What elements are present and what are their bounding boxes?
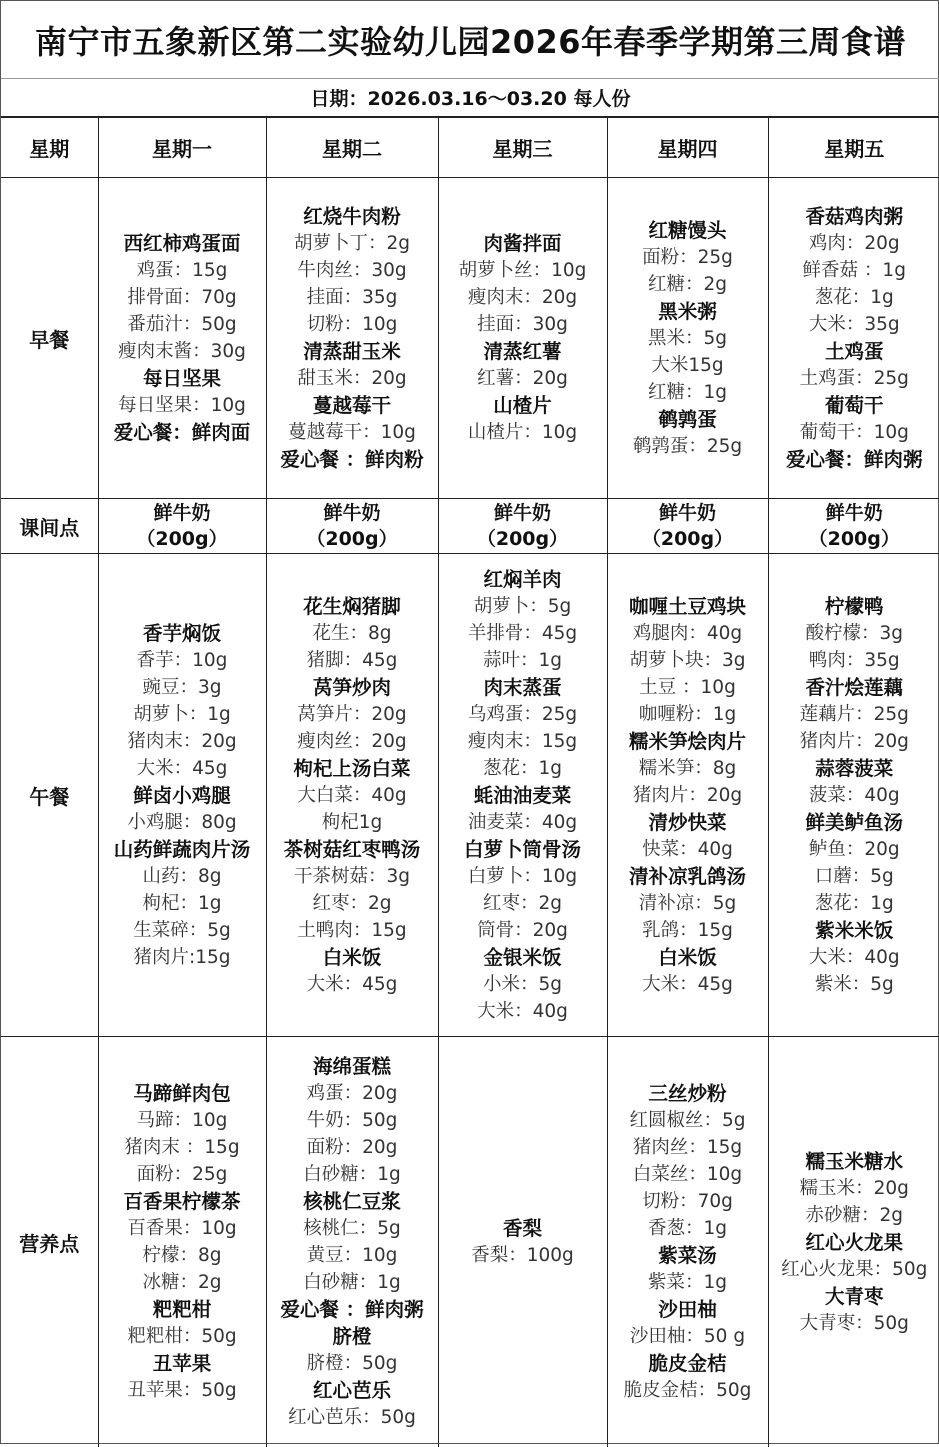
header-monday: 星期一: [98, 118, 266, 178]
menu-cell-content: [439, 566, 607, 1025]
ingredient: 切粉：10g: [307, 311, 398, 338]
dish-name: 粑粑柑: [153, 1296, 212, 1323]
dish-name: 红心火龙果: [805, 1229, 903, 1256]
dish-name: 山药鲜蔬肉片汤: [114, 836, 251, 863]
dish-name: 清补凉乳鸽汤: [629, 863, 746, 890]
ingredient: 山楂片：10g: [468, 419, 577, 446]
header-row: [1, 118, 939, 178]
snack-dish: 鲜牛奶: [267, 500, 438, 526]
dish-name: 每日坚果: [143, 365, 221, 392]
breakfast-cell: [98, 178, 266, 499]
dish-name: 红心芭乐: [313, 1377, 391, 1404]
ingredient: 糯米笋：8g: [639, 755, 737, 782]
row-label-nutrition: 营养点: [1, 1037, 98, 1447]
ingredient: 山药：8g: [142, 863, 221, 890]
ingredient: 胡萝卜：1g: [133, 701, 231, 728]
dish-name: 莴笋炒肉: [313, 674, 391, 701]
ingredient: 排骨面：70g: [127, 284, 236, 311]
snack-qty: （200g）: [439, 526, 607, 552]
header-weekday: 星期: [1, 118, 98, 178]
ingredient: 紫菜：1g: [648, 1269, 727, 1296]
nutrition-cell: [98, 1037, 266, 1447]
ingredient: 大米：45g: [307, 971, 398, 998]
dish-name: 白萝卜筒骨汤: [464, 836, 581, 863]
ingredient: 面粉：25g: [642, 244, 733, 271]
ingredient: 牛肉丝：30g: [297, 257, 406, 284]
ingredient: 咖喱粉：1g: [639, 701, 737, 728]
ingredient: 柠檬：8g: [142, 1242, 221, 1269]
ingredient: 大米15g: [651, 352, 723, 379]
dish-name: 枸杞上汤白菜: [293, 755, 410, 782]
dish-name: 紫菜汤: [658, 1242, 717, 1269]
love-meal: 爱心餐 ：鲜肉粥: [280, 1296, 423, 1323]
lunch-row: [1, 554, 939, 1037]
dish-name: 白米饭: [658, 944, 717, 971]
nutrition-row: [1, 1037, 939, 1447]
menu-cell-content: [608, 217, 768, 460]
dish-name: 肉酱拌面: [483, 230, 561, 257]
dish-name: 蔓越莓干: [313, 392, 391, 419]
dish-name: 蚝油油麦菜: [474, 782, 572, 809]
dish-name: 丑苹果: [153, 1350, 212, 1377]
dish-name: 海绵蛋糕: [313, 1053, 391, 1080]
ingredient: 鲜香菇 ：1g: [803, 257, 906, 284]
ingredient: 鲈鱼：20g: [809, 836, 900, 863]
ingredient: 瘦肉末：20g: [468, 284, 577, 311]
ingredient: 面粉：20g: [307, 1134, 398, 1161]
ingredient: 葱花：1g: [815, 890, 894, 917]
ingredient: 牛奶：50g: [307, 1107, 398, 1134]
dish-name: 糯米笋烩肉片: [629, 728, 746, 755]
page-title: 南宁市五象新区第二实验幼儿园2026年春季学期第三周食谱: [1, 1, 939, 79]
ingredient: 菠菜：40g: [809, 782, 900, 809]
ingredient: 土鸡蛋：25g: [800, 365, 909, 392]
dish-name: 黑米粥: [658, 298, 717, 325]
ingredient: 葱花：1g: [483, 755, 562, 782]
ingredient: 瘦肉末酱：30g: [118, 338, 246, 365]
dish-name: 红糖馒头: [648, 217, 726, 244]
menu-cell-content: [99, 1080, 266, 1404]
dish-name: 蒜蓉菠菜: [815, 755, 893, 782]
ingredient: 葡萄干：10g: [800, 419, 909, 446]
snack-dish: 鲜牛奶: [439, 500, 607, 526]
snack-qty: （200g）: [267, 526, 438, 552]
ingredient: 香梨：100g: [471, 1242, 574, 1269]
dish-name: 红烧牛肉粉: [303, 203, 401, 230]
ingredient: 猪肉末：20g: [127, 728, 236, 755]
nutrition-cell: [266, 1037, 438, 1447]
dish-name: 清蒸红薯: [483, 338, 561, 365]
dish-name: 大青枣: [825, 1283, 884, 1310]
row-label-snack: 课间点: [1, 499, 98, 554]
snack-cell: [98, 499, 266, 554]
snack-qty: （200g）: [608, 526, 768, 552]
ingredient: 胡萝卜丝：10g: [459, 257, 587, 284]
dish-name: 糯玉米糖水: [805, 1148, 903, 1175]
ingredient: 香芋：10g: [137, 647, 228, 674]
ingredient: 快菜：40g: [642, 836, 733, 863]
dish-name: 百香果柠檬茶: [123, 1188, 240, 1215]
ingredient: 大米：35g: [809, 311, 900, 338]
menu-cell-content: [769, 203, 939, 473]
dish-name: 山楂片: [493, 392, 552, 419]
ingredient: 大白菜：40g: [297, 782, 406, 809]
ingredient: 白砂糖：1g: [303, 1161, 401, 1188]
ingredient: 白菜丝：10g: [633, 1161, 742, 1188]
ingredient: 黄豆：10g: [307, 1242, 398, 1269]
menu-cell-content: [267, 1053, 438, 1431]
lunch-cell: [98, 554, 266, 1037]
ingredient: 葱花：1g: [815, 284, 894, 311]
ingredient: 大米：45g: [642, 971, 733, 998]
ingredient: 蒜叶：1g: [483, 647, 562, 674]
dish-name: 土鸡蛋: [825, 338, 884, 365]
ingredient: 粑粑柑：50g: [127, 1323, 236, 1350]
ingredient: 莲藕片：25g: [800, 701, 909, 728]
ingredient: 香葱：1g: [648, 1215, 727, 1242]
dish-name: 马蹄鲜肉包: [133, 1080, 231, 1107]
ingredient: 筒骨：20g: [477, 917, 568, 944]
breakfast-cell: [438, 178, 607, 499]
ingredient: 甜玉米：20g: [297, 365, 406, 392]
snack-cell: [266, 499, 438, 554]
ingredient: 干茶树菇：3g: [294, 863, 410, 890]
ingredient: 土鸭肉：15g: [297, 917, 406, 944]
ingredient: 口蘑：5g: [815, 863, 894, 890]
dish-name: 花生焖猪脚: [303, 593, 401, 620]
ingredient: 百香果：10g: [127, 1215, 236, 1242]
ingredient: 乳鸽：15g: [642, 917, 733, 944]
ingredient: 小米：5g: [483, 971, 562, 998]
ingredient: 红枣：2g: [312, 890, 391, 917]
ingredient: 小鸡腿：80g: [127, 809, 236, 836]
snack-dish: 鲜牛奶: [608, 500, 768, 526]
menu-cell-content: [267, 203, 438, 473]
ingredient: 土豆 ：10g: [639, 674, 736, 701]
ingredient: 赤砂糖：2g: [805, 1202, 903, 1229]
dish-name: 西红柿鸡蛋面: [123, 230, 240, 257]
menu-cell-content: [439, 230, 607, 446]
ingredient: 鸡蛋：15g: [137, 257, 228, 284]
dish-name: 沙田柚: [658, 1296, 717, 1323]
lunch-cell: [438, 554, 607, 1037]
ingredient: 蔓越莓干：10g: [288, 419, 416, 446]
ingredient: 花生：8g: [312, 620, 391, 647]
ingredient: 枸杞1g: [322, 809, 383, 836]
ingredient: 大米：40g: [809, 944, 900, 971]
lunch-cell: [607, 554, 768, 1037]
ingredient: 清补凉：5g: [639, 890, 737, 917]
dish-name: 金银米饭: [483, 944, 561, 971]
snack-cell: [438, 499, 607, 554]
nutrition-cell: [607, 1037, 768, 1447]
ingredient: 羊排骨：45g: [468, 620, 577, 647]
dish-name: 香芋焖饭: [143, 620, 221, 647]
snack-cell: [768, 499, 939, 554]
dish-name: 红焖羊肉: [483, 566, 561, 593]
ingredient: 鸡腿肉：40g: [633, 620, 742, 647]
ingredient: 沙田柚：50 g: [630, 1323, 745, 1350]
ingredient: 油麦菜：40g: [468, 809, 577, 836]
menu-cell-content: [267, 593, 438, 998]
header-wednesday: 星期三: [438, 118, 607, 178]
ingredient: 红薯：20g: [477, 365, 568, 392]
header-friday: 星期五: [768, 118, 939, 178]
ingredient: 挂面：30g: [477, 311, 568, 338]
lunch-cell: [266, 554, 438, 1037]
nutrition-cell: [438, 1037, 607, 1447]
ingredient: 白萝卜：10g: [468, 863, 577, 890]
ingredient: 猪肉片:15g: [133, 944, 230, 971]
dish-name: 核桃仁豆浆: [303, 1188, 401, 1215]
dish-name: 柠檬鸭: [825, 593, 884, 620]
dish-name: 三丝炒粉: [648, 1080, 726, 1107]
ingredient: 切粉：70g: [642, 1188, 733, 1215]
dish-name: 鹌鹑蛋: [658, 406, 717, 433]
ingredient: 枸杞：1g: [142, 890, 221, 917]
ingredient: 生菜碎：5g: [133, 917, 231, 944]
dish-name: 鲜美鲈鱼汤: [805, 809, 903, 836]
header-tuesday: 星期二: [266, 118, 438, 178]
ingredient: 糯玉米：20g: [800, 1175, 909, 1202]
dish-name: 葡萄干: [825, 392, 884, 419]
love-meal: 爱心餐：鲜肉面: [114, 419, 251, 446]
snack-qty: （200g）: [769, 526, 939, 552]
date-line: 日期：2026.03.16～03.20 每人份: [1, 79, 939, 117]
ingredient: 大米：45g: [137, 755, 228, 782]
breakfast-row: [1, 178, 939, 499]
breakfast-cell: [768, 178, 939, 499]
ingredient: 红枣：2g: [483, 890, 562, 917]
dish-name: 茶树菇红枣鸭汤: [284, 836, 421, 863]
ingredient: 胡萝卜丁：2g: [294, 230, 410, 257]
dish-name: 鲜卤小鸡腿: [133, 782, 231, 809]
ingredient: 番茄汁：50g: [127, 311, 236, 338]
love-meal: 爱心餐：鲜肉粥: [786, 446, 923, 473]
breakfast-cell: [266, 178, 438, 499]
ingredient: 猪肉片：20g: [633, 782, 742, 809]
ingredient: 核桃仁：5g: [303, 1215, 401, 1242]
snack-cell: [607, 499, 768, 554]
ingredient: 瘦肉丝：20g: [297, 728, 406, 755]
snack-qty: （200g）: [99, 526, 266, 552]
ingredient: 红糖：2g: [648, 271, 727, 298]
ingredient: 胡萝卜块：3g: [629, 647, 745, 674]
menu-table: [1, 117, 939, 1447]
ingredient: 猪肉末 ：15g: [124, 1134, 239, 1161]
ingredient: 红心芭乐：50g: [288, 1404, 416, 1431]
ingredient: 白砂糖：1g: [303, 1269, 401, 1296]
dish-name: 紫米米饭: [815, 917, 893, 944]
menu-cell-content: [439, 1215, 607, 1269]
snack-row: [1, 499, 939, 554]
love-meal: 爱心餐 ：鲜肉粉: [280, 446, 423, 473]
ingredient: 红圆椒丝：5g: [629, 1107, 745, 1134]
dish-name: 清炒快菜: [648, 809, 726, 836]
dish-name: 香汁烩莲藕: [805, 674, 903, 701]
dish-name: 白米饭: [323, 944, 382, 971]
ingredient: 脆皮金桔：50g: [624, 1377, 752, 1404]
breakfast-cell: [607, 178, 768, 499]
menu-cell-content: [769, 1148, 939, 1337]
nutrition-cell: [768, 1037, 939, 1447]
dish-name: 香梨: [503, 1215, 542, 1242]
ingredient: 红心火龙果：50g: [781, 1256, 927, 1283]
dish-name: 清蒸甜玉米: [303, 338, 401, 365]
snack-dish: 鲜牛奶: [99, 500, 266, 526]
ingredient: 大青枣：50g: [800, 1310, 909, 1337]
ingredient: 猪肉丝：15g: [633, 1134, 742, 1161]
ingredient: 面粉：25g: [137, 1161, 228, 1188]
menu-cell-content: [769, 593, 939, 998]
menu-cell-content: [608, 593, 768, 998]
ingredient: 鸭肉：35g: [809, 647, 900, 674]
ingredient: 瘦肉末：15g: [468, 728, 577, 755]
ingredient: 黑米：5g: [648, 325, 727, 352]
ingredient: 猪肉片：20g: [800, 728, 909, 755]
ingredient: 紫米：5g: [815, 971, 894, 998]
ingredient: 鸡肉：20g: [809, 230, 900, 257]
snack-dish: 鲜牛奶: [769, 500, 939, 526]
menu-cell-content: [99, 230, 266, 446]
lunch-cell: [768, 554, 939, 1037]
dish-name: 香菇鸡肉粥: [805, 203, 903, 230]
dish-name: 肉末蒸蛋: [483, 674, 561, 701]
ingredient: 挂面：35g: [307, 284, 398, 311]
ingredient: 红糖：1g: [648, 379, 727, 406]
ingredient: 酸柠檬：3g: [805, 620, 903, 647]
menu-cell-content: [99, 620, 266, 971]
ingredient: 大米：40g: [477, 998, 568, 1025]
ingredient: 胡萝卜：5g: [474, 593, 572, 620]
ingredient: 每日坚果：10g: [118, 392, 246, 419]
menu-cell-content: [608, 1080, 768, 1404]
ingredient: 莴笋片：20g: [297, 701, 406, 728]
ingredient: 鹌鹑蛋：25g: [633, 433, 742, 460]
dish-name: 脆皮金桔: [648, 1350, 726, 1377]
dish-name: 脐橙: [332, 1323, 371, 1350]
row-label-breakfast: 早餐: [1, 178, 98, 499]
ingredient: 丑苹果：50g: [127, 1377, 236, 1404]
header-thursday: 星期四: [607, 118, 768, 178]
dish-name: 咖喱土豆鸡块: [629, 593, 746, 620]
ingredient: 马蹄：10g: [137, 1107, 228, 1134]
ingredient: 脐橙：50g: [307, 1350, 398, 1377]
ingredient: 豌豆：3g: [142, 674, 221, 701]
ingredient: 冰糖：2g: [142, 1269, 221, 1296]
ingredient: 乌鸡蛋：25g: [468, 701, 577, 728]
row-label-lunch: 午餐: [1, 554, 98, 1037]
ingredient: 猪脚：45g: [307, 647, 398, 674]
ingredient: 鸡蛋：20g: [307, 1080, 398, 1107]
